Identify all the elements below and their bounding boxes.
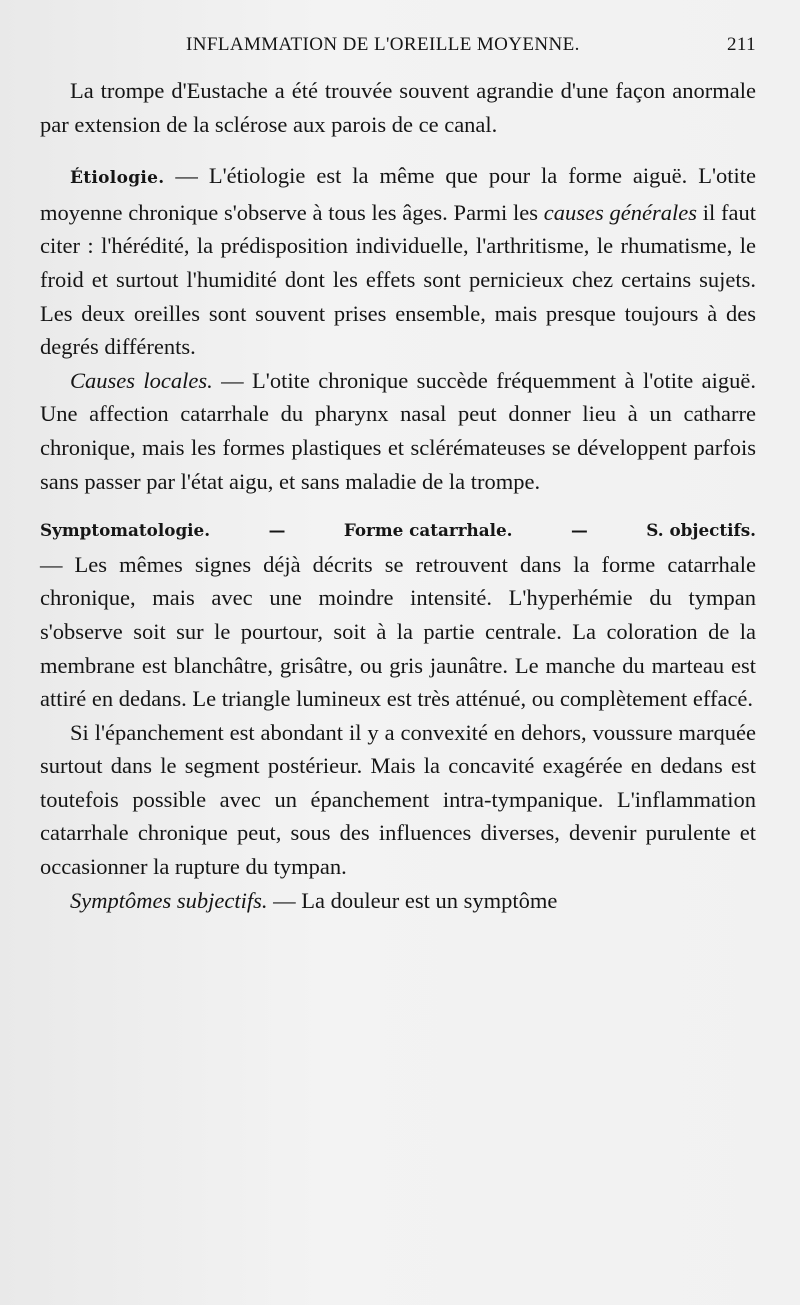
etiologie-text-2: il faut citer : l'hérédité, la prédisposition individuelle, l'arthritisme, le rhumatisme, le froid et surtout l'humidité dont les effets sont pernicieux chez certains sujets. Les deux oreilles sont souvent prises ensemble, mais presque toujours à des degrés différents. bbox=[40, 199, 756, 360]
paragraph-trompe: La trompe d'Eustache a été trouvée souvent agrandie d'une façon anormale par extension de la sclérose aux parois de ce canal. bbox=[40, 78, 756, 137]
symptomatologie-heading bbox=[40, 514, 756, 548]
label-symptomatologie: Symptomatologie. bbox=[40, 520, 211, 541]
causes-locales-label: Causes locales. bbox=[70, 367, 213, 393]
symptomes-subjectifs-text: — La douleur est un symptôme bbox=[267, 887, 558, 913]
paragraph-symptomes-subjectifs bbox=[40, 884, 756, 918]
causes-locales-text: — L'otite chronique succède fréquemment à l'otite aiguë. Une affection catarrhale du pharynx nasal peut donner lieu à un catharre chronique, mais les formes plastiques et sclérémateuses se développent parfois sans passer par l'état aigu, et sans maladie de la trompe. bbox=[40, 367, 756, 494]
symptomes-subjectifs-label: Symptômes subjectifs. bbox=[70, 887, 268, 913]
label-forme-catarrhale: Forme catarrhale. bbox=[343, 520, 513, 541]
etiologie-italic: causes générales bbox=[543, 199, 698, 225]
body-text bbox=[40, 74, 756, 917]
page-number: 211 bbox=[727, 34, 756, 55]
dash-1: — bbox=[268, 520, 286, 541]
paragraph-causes-locales bbox=[40, 364, 756, 498]
section-label-etiologie: Étiologie. bbox=[70, 168, 165, 189]
paragraph-etiologie bbox=[40, 159, 756, 364]
paragraph-symptomatologie: — Les mêmes signes déjà décrits se retrouvent dans la forme catarrhale chronique, mais avec une moindre intensité. L'hyperhémie du tympan s'observe soit sur le pourtour, soit à la partie centrale. La coloration de la membrane est blanchâtre, grisâtre, ou gris jaunâtre. Le manche du marteau est attiré en dedans. Le triangle lumineux est très atténué, ou complètement effacé. bbox=[40, 551, 756, 712]
running-title: INFLAMMATION DE L'OREILLE MOYENNE. bbox=[186, 34, 580, 55]
running-header bbox=[186, 34, 756, 56]
etiologie-text-1: — L'étiologie est la même que pour la forme aiguë. L'otite moyenne chronique s'observe à tous les âges. Parmi les bbox=[40, 163, 756, 225]
paragraph-epanchement: Si l'épanchement est abondant il y a convexité en dehors, voussure marquée surtout dans le segment postérieur. Mais la concavité exagérée en dedans est toutefois possible avec un épanchement intra-tympanique. L'inflammation catarrhale chronique peut, sous des influences diverses, devenir purulente et occasionner la rupture du tympan. bbox=[40, 719, 756, 880]
label-signes-objectifs: S. objectifs. bbox=[646, 520, 756, 541]
dash-2: — bbox=[571, 520, 588, 541]
